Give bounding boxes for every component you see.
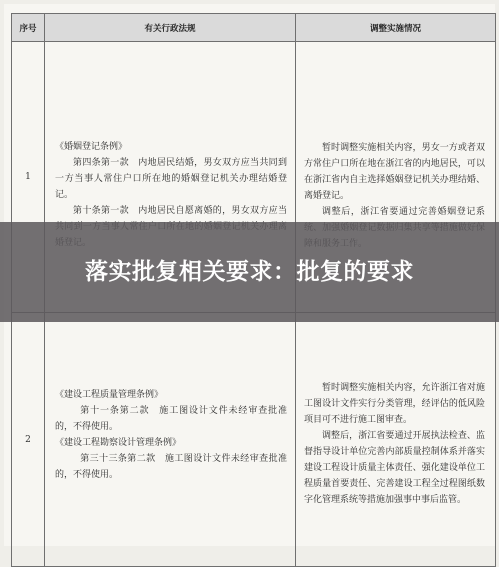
adjustment-paragraph: 调整后，浙江省要通过开展执法检查、监督指导设计单位完善内部质量控制体系并落实建设工程设计质量主体责任、强化建设单位工程质量首要责任、完善建设工程全过程图纸数字化管理系统等措施加强事中事后监管。 [304,430,485,505]
regulation-clause: 第四条第一款 内地居民结婚，男女双方应当共同到一方当事人常住户口所在地的婚姻登记机关办理结婚登记。 [55,158,287,200]
banner-title: 落实批复相关要求：批复的要求 [85,259,414,285]
title-banner-overlay [0,222,499,322]
regulation-clause: 第十条第一款 内地居民自愿离婚的，男女双方应当 [73,206,287,216]
regulation-title: 《婚姻登记条例》 [55,142,128,152]
header-index: 序号 [12,14,45,42]
header-adjustment: 调整实施情况 [296,14,496,42]
regulation-title: 《建设工程质量管理条例》 [55,389,164,400]
regulation-clause: 第十一条第二款 施工图设计文件未经审查批准的，不得使用。 [55,405,287,432]
regulation-text [45,387,295,483]
regulation-title: 《建设工程勘察设计管理条例》 [55,437,182,448]
regulation-clause: 第三十三条第二款 施工图设计文件未经审查批准的，不得使用。 [55,453,287,480]
table-row [12,313,496,567]
row-index: 2 [12,313,45,567]
adjustment-paragraph: 调整后，浙江省要通过完善婚姻登记系 [322,207,485,217]
header-regulation: 有关行政法规 [45,14,296,42]
row-index: 1 [12,42,45,313]
regulation-cell [45,313,296,567]
adjustment-paragraph: 暂时调整实施相关内容，男女一方或者双方常住户口所在地在浙江省的内地居民，可以在浙江省内自主选择婚姻登记机关办理结婚、离婚登记。 [304,143,485,201]
table-header-row [12,14,496,42]
adjustment-text [296,380,495,508]
adjustment-paragraph: 暂时调整实施相关内容，允许浙江省对施工图设计文件实行分类管理，经评估的低风险项目可不进行施工图审查。 [304,382,485,425]
adjustment-cell [296,313,496,567]
